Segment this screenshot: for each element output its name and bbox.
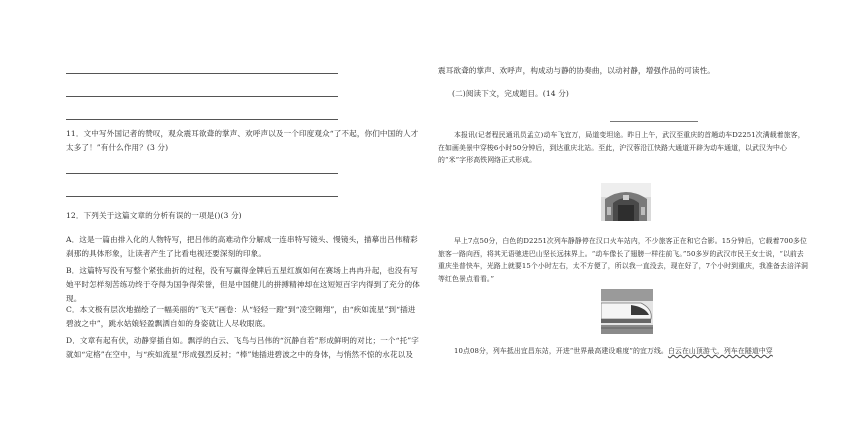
title-blank-line <box>610 121 698 122</box>
answer-line-3 <box>66 119 338 120</box>
train-station-image <box>601 183 651 221</box>
option-c: C．本文极有层次地描绘了一幅美丽的“飞天”画卷：从“轻轻一蹬”到“凌空翱翔”，由“疾如流星”到“插进碧波之中”，跳水姑娘轻盈飘洒自如的身姿就让人尽收眼底。 <box>66 305 416 328</box>
paragraph-3-marked-text: 白云在山顶游弋，列车在隧道中穿 <box>667 347 773 355</box>
answer-line-4 <box>66 173 338 174</box>
answer-line-2 <box>66 96 338 97</box>
question-11: 11．文中写外国记者的赞叹，观众震耳欲聋的掌声、欢呼声以及一个印度观众“了不起，你们中国的人才太多了！”有什么作用？(3 分) <box>66 129 419 152</box>
answer-line-5 <box>66 196 338 197</box>
question-12: 12．下列关于这篇文章的分析有误的一项是()(3 分) <box>66 211 242 220</box>
option-d: D．文章有起有伏，动静穿插自如。飘浮的白云、飞鸟与吕伟的“沉静自若”形成鲜明的对比；一个“托”字就如“定格”在空中，与“疾如流星”形成强烈反衬；“棒”她插进碧波之中的身体，与悄然不惊的水花以及 <box>66 336 419 359</box>
option-a: A．这是一篇由排入化的人物特写，把吕伟的高难动作分解成一连串特写镜头、慢镜头，描摹出吕伟精彩刹那的具体形象，让读者产生了比看电视还要深刻的印象。 <box>66 235 418 258</box>
news-paragraph-1: 本报讯(记者程民通讯员孟立)动车飞宜万，局道变坦途。昨日上午，武汉至重庆的首趟动车D2251次满载着旅客，在如画美景中穿梭6小时50分钟后，到达重庆北站。至此，沪汉蓉沿江快路大通道开辟为动车通道，以武汉为中心的“米”字形高铁网络正式形成。 <box>438 131 805 164</box>
paragraph-3-text: 10点08分，列车抵出宜昌东站，开进“世界最高建设难度”的宜万线。 <box>454 347 668 355</box>
option-d-continued: 震耳欲聋的掌声、欢呼声，构成动与静的协奏曲，以动衬静，增强作品的可读性。 <box>438 66 715 75</box>
train-icon <box>601 289 653 334</box>
news-paragraph-2: 早上7点50分，白色的D2251次列车静静停在汉口火车站内，不少旅客正在和它合影。15分钟后，它载着700多位旅客一路向西，将其无语驰进巴山坚长远抹界上。“动车像长了翅膀一样往前飞。”50多岁的武汉市民王女士说，“以前去重庆坐普快车，光路上就要15个小时左右，太不方便了，所以我一直没去，现在好了，7个小时到重庆，我准备去涪洋洞等红色景点看看。” <box>438 237 808 283</box>
section-heading: (二)阅读下文，完成题目。(14 分) <box>452 89 569 98</box>
option-b: B．这篇特写没有写整个紧张曲折的过程，没有写赢得金牌后五星红旗如何在赛场上冉冉升起，也没有写她平时怎样刻苦练功终于夺得为国争得荣誉，但是中国健儿的拼搏精神却在这短短百字内得到了充分的体现。 <box>66 266 420 303</box>
answer-line-1 <box>66 73 338 74</box>
news-paragraph-3 <box>438 345 810 358</box>
high-speed-train-image <box>601 289 653 334</box>
station-building-icon <box>601 183 651 221</box>
